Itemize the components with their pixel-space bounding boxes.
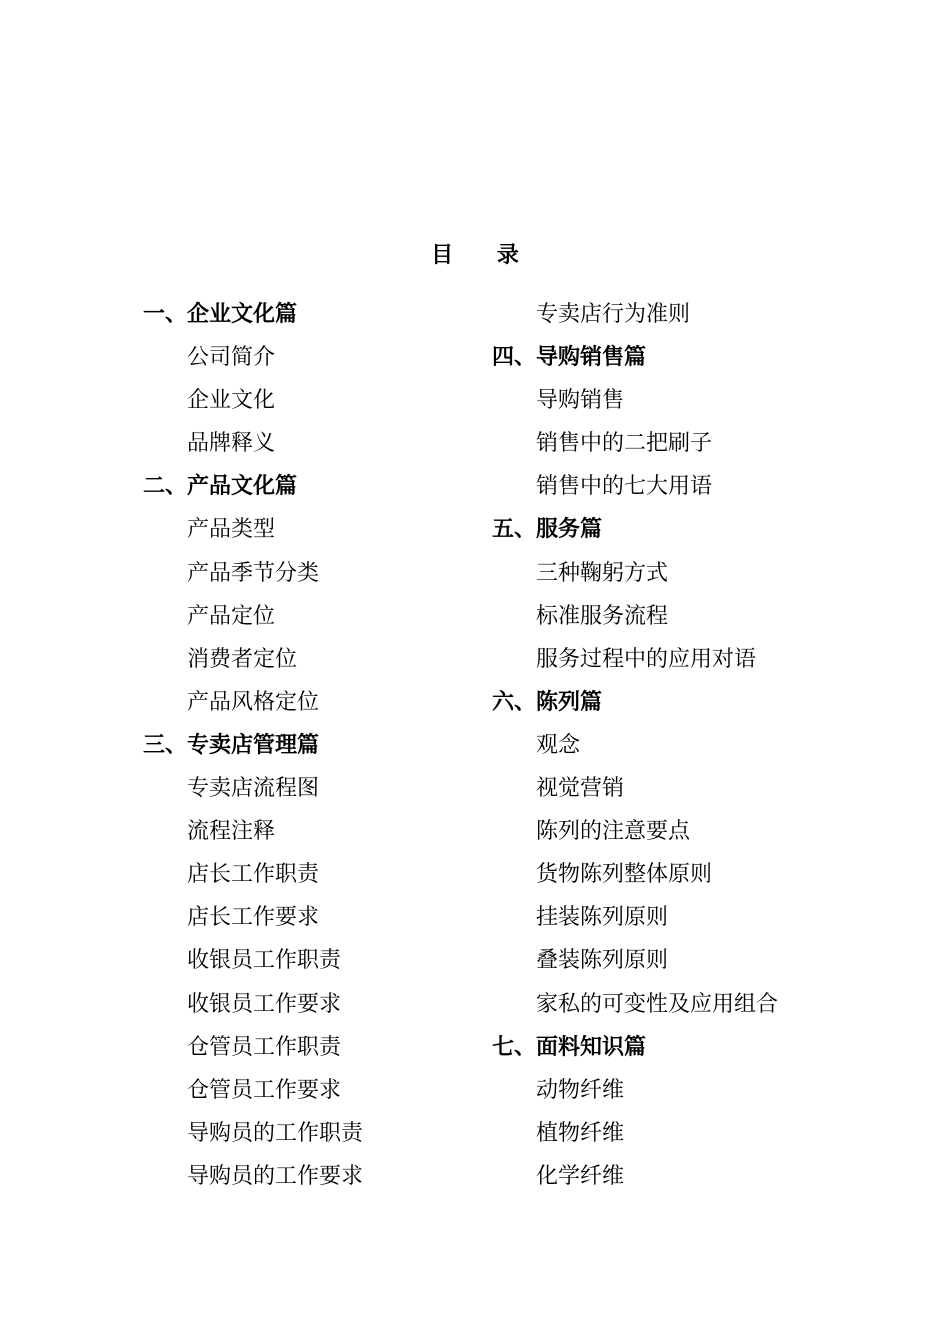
toc-item: 企业文化 <box>187 388 276 414</box>
toc-item: 公司简介 <box>187 345 276 371</box>
toc-item: 植物纤维 <box>536 1120 625 1146</box>
toc-item: 标准服务流程 <box>536 603 669 629</box>
toc-section-heading: 七、面料知识篇 <box>492 1034 647 1060</box>
toc-item: 仓管员工作要求 <box>187 1077 342 1103</box>
toc-item: 三种鞠躬方式 <box>536 560 669 586</box>
toc-item: 产品风格定位 <box>187 689 320 715</box>
toc-item: 专卖店行为准则 <box>536 302 691 327</box>
toc-item: 消费者定位 <box>187 646 298 672</box>
toc-section-heading: 一、企业文化篇 <box>143 302 298 327</box>
toc-item: 叠装陈列原则 <box>536 948 669 974</box>
toc-title: 目 录 <box>431 243 537 268</box>
toc-item: 服务过程中的应用对语 <box>536 646 757 672</box>
toc-item: 视觉营销 <box>536 776 625 802</box>
toc-item: 导购员的工作要求 <box>187 1163 364 1189</box>
toc-item: 产品类型 <box>187 517 276 543</box>
toc-item: 家私的可变性及应用组合 <box>536 991 779 1017</box>
toc-item: 导购员的工作职责 <box>187 1120 364 1146</box>
toc-item: 货物陈列整体原则 <box>536 862 713 888</box>
toc-item: 店长工作要求 <box>187 905 320 931</box>
toc-item: 产品定位 <box>187 603 276 629</box>
toc-item: 化学纤维 <box>536 1163 625 1189</box>
toc-item: 流程注释 <box>187 819 276 845</box>
toc-item: 销售中的二把刷子 <box>536 431 713 457</box>
toc-item: 挂装陈列原则 <box>536 905 669 931</box>
toc-item: 销售中的七大用语 <box>536 474 713 500</box>
toc-item: 仓管员工作职责 <box>187 1034 342 1060</box>
toc-section-heading: 三、专卖店管理篇 <box>143 732 320 758</box>
toc-right-column <box>492 297 912 1202</box>
toc-section-heading: 二、产品文化篇 <box>143 474 298 500</box>
toc-section-heading: 四、导购销售篇 <box>492 345 647 371</box>
toc-item: 收银员工作职责 <box>187 948 342 974</box>
toc-section-heading: 六、陈列篇 <box>492 689 603 715</box>
toc-item: 收银员工作要求 <box>187 991 342 1017</box>
toc-section-heading: 五、服务篇 <box>492 517 603 543</box>
toc-item: 店长工作职责 <box>187 862 320 888</box>
toc-item: 专卖店流程图 <box>187 776 320 802</box>
toc-item: 动物纤维 <box>536 1077 625 1103</box>
toc-item: 品牌释义 <box>187 431 276 457</box>
toc-item: 陈列的注意要点 <box>536 819 691 845</box>
toc-left-column <box>143 297 473 1202</box>
toc-item: 产品季节分类 <box>187 560 320 586</box>
toc-item: 观念 <box>536 732 581 758</box>
toc-item: 导购销售 <box>536 388 625 414</box>
